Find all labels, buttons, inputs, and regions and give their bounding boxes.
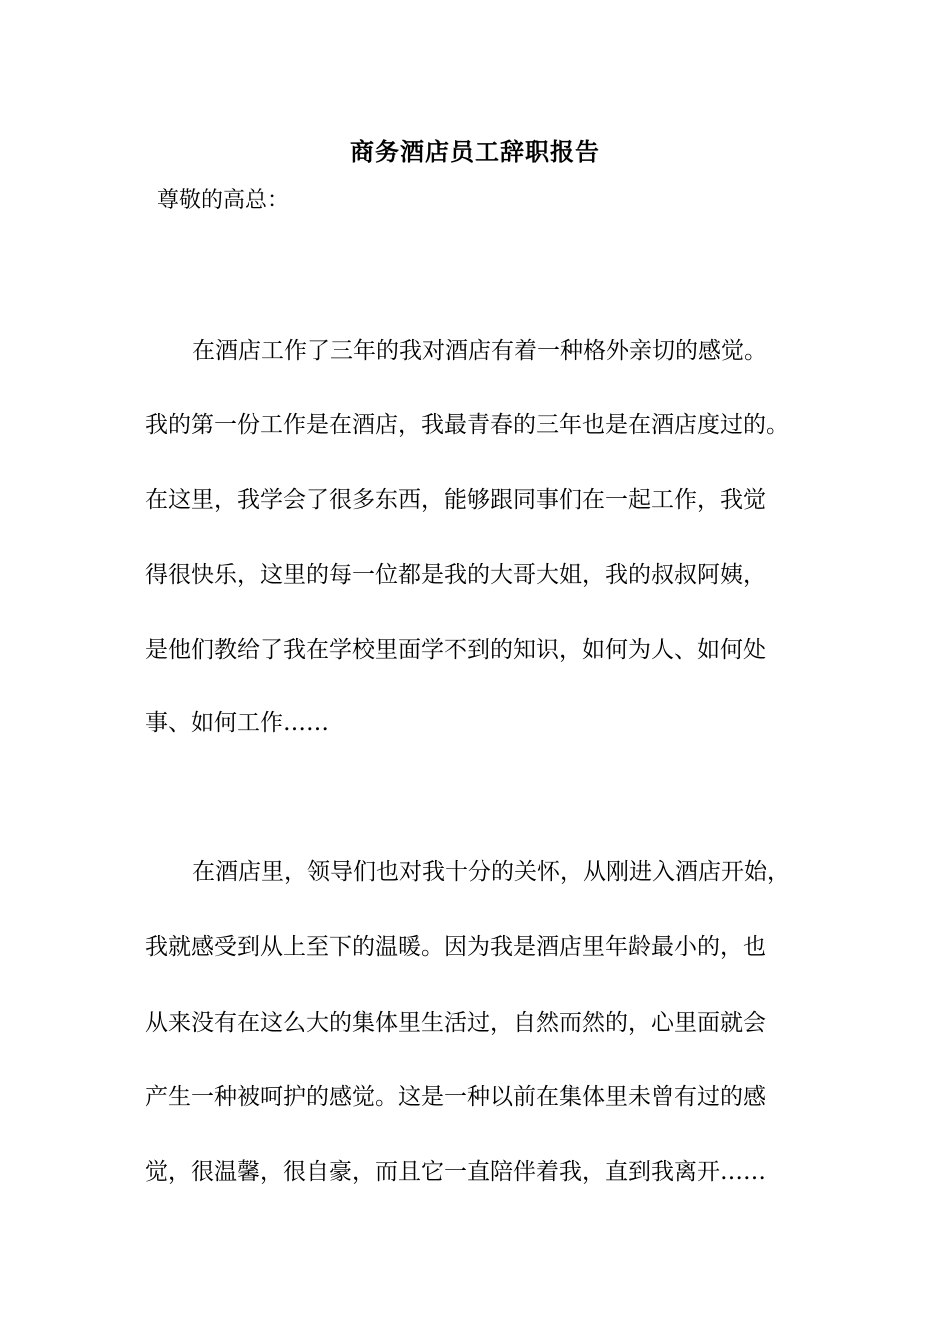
paragraph-line: 得很快乐，这里的每一位都是我的大哥大姐，我的叔叔阿姨，	[145, 562, 766, 588]
paragraph-line: 事、如何工作……	[145, 710, 329, 736]
paragraph-line: 在酒店工作了三年的我对酒店有着一种格外亲切的感觉。	[192, 338, 767, 364]
paragraph-line: 觉，很温馨，很自豪，而且它一直陪伴着我，直到我离开……	[145, 1159, 766, 1185]
paragraph-line: 产生一种被呵护的感觉。这是一种以前在集体里未曾有过的感	[145, 1084, 766, 1110]
salutation: 尊敬的高总：	[157, 188, 290, 213]
document-title: 商务酒店员工辞职报告	[350, 137, 600, 166]
paragraph-line: 是他们教给了我在学校里面学不到的知识，如何为人、如何处	[145, 637, 766, 663]
paragraph-line: 我就感受到从上至下的温暖。因为我是酒店里年龄最小的，也	[145, 934, 766, 960]
paragraph-line: 在酒店里，领导们也对我十分的关怀，从刚进入酒店开始，	[192, 859, 790, 885]
paragraph-line: 从来没有在这么大的集体里生活过，自然而然的，心里面就会	[145, 1010, 766, 1036]
paragraph-line: 在这里，我学会了很多东西，能够跟同事们在一起工作，我觉	[145, 487, 766, 513]
paragraph-line: 我的第一份工作是在酒店，我最青春的三年也是在酒店度过的。	[145, 412, 789, 438]
